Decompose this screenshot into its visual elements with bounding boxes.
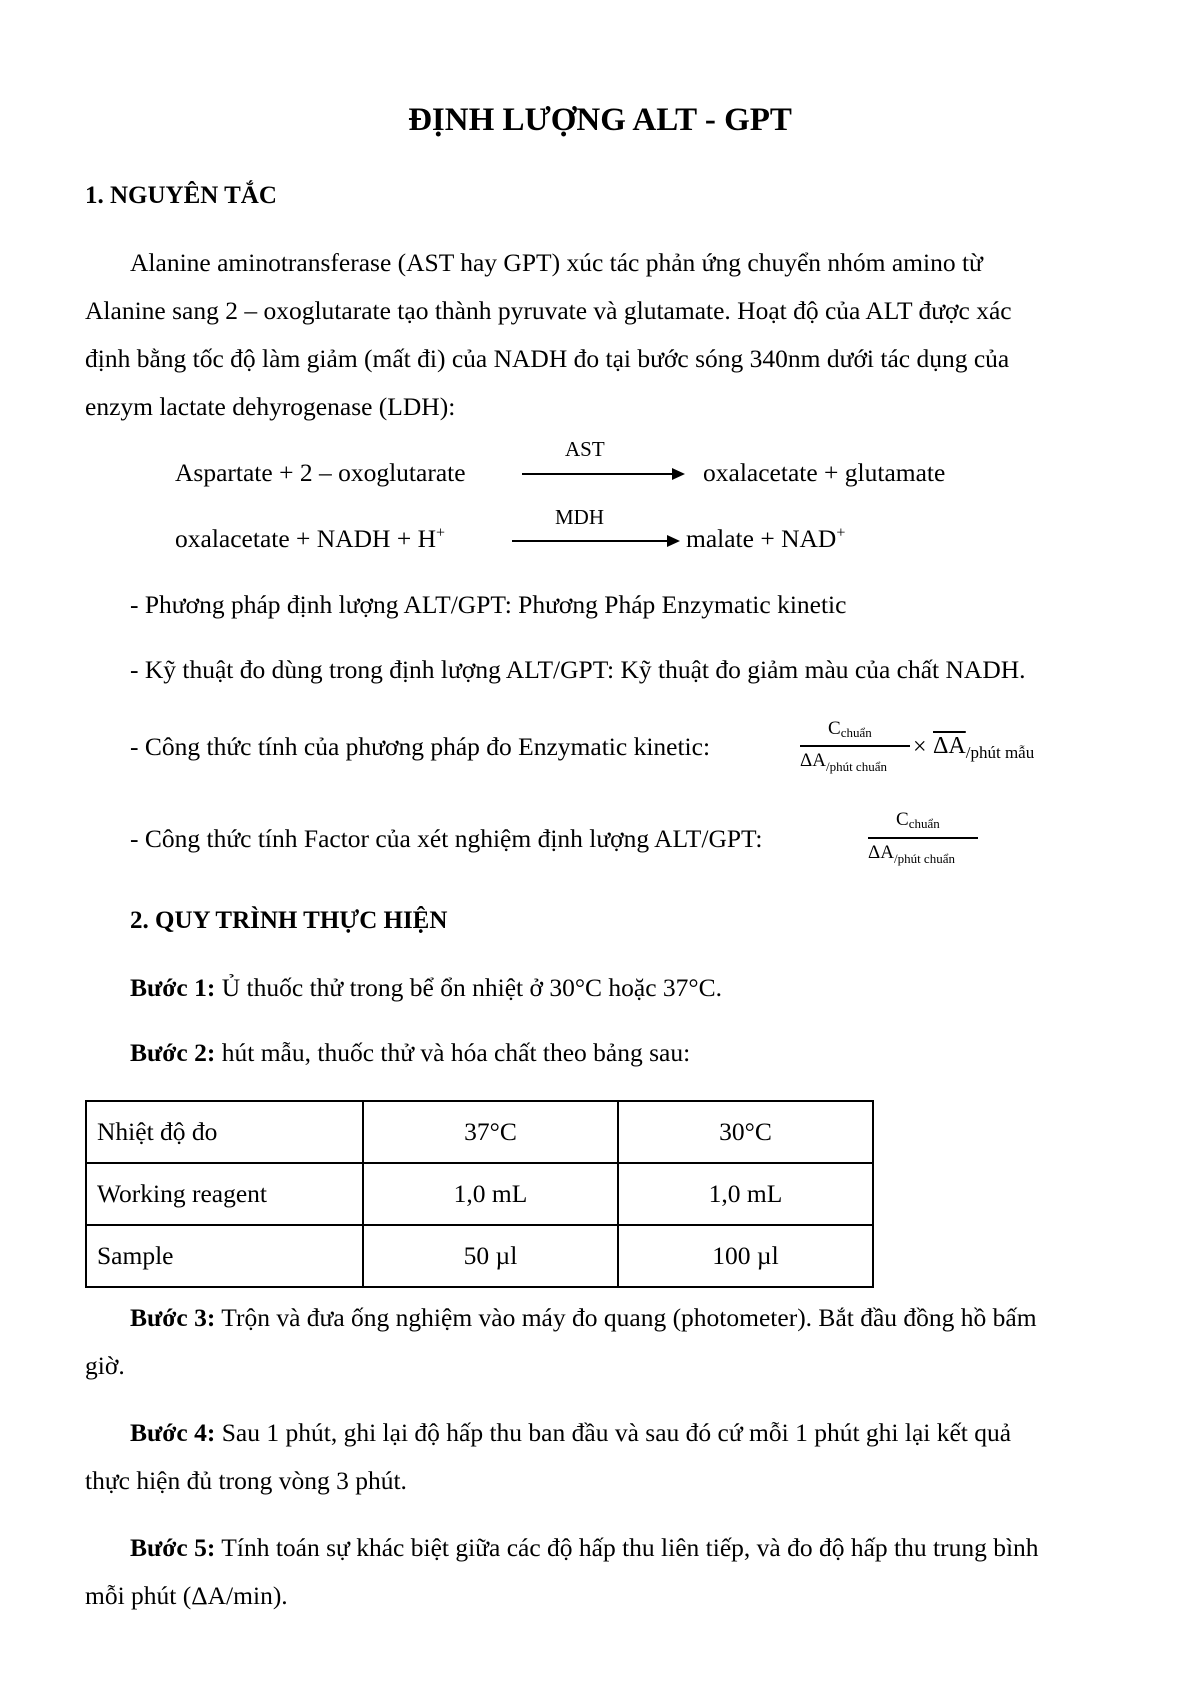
section-heading-principle: 1. NGUYÊN TẮC <box>85 182 277 209</box>
table-cell: Working reagent <box>86 1163 363 1225</box>
table-cell: Nhiệt độ đo <box>86 1101 363 1163</box>
step-5-continuation: mỗi phút (ΔA/min). <box>85 1581 288 1610</box>
paragraph-line: Alanine sang 2 – oxoglutarate tạo thành pyruvate và glutamate. Hoạt độ của ALT được xác <box>85 296 1012 325</box>
factor-numerator: Cchuẩn <box>896 809 940 831</box>
document-title: ĐỊNH LƯỢNG ALT - GPT <box>408 102 792 138</box>
paragraph-line: enzym lactate dehyrogenase (LDH): <box>85 392 456 421</box>
bullet-formula-kinetic: - Công thức tính của phương pháp đo Enzymatic kinetic: <box>130 732 711 761</box>
reaction-1-products: oxalacetate + glutamate <box>703 458 946 487</box>
factor-denominator: $\Delta A_{/phút chuẩn}$ <box>868 842 955 866</box>
step-4: Bước 4: Sau 1 phút, ghi lại độ hấp thu ban đầu và sau đó cứ mỗi 1 phút ghi lại kết quả <box>130 1418 1012 1447</box>
step-4-continuation: thực hiện đủ trong vòng 3 phút. <box>85 1466 407 1495</box>
step-1: Bước 1: Ủ thuốc thử trong bể ổn nhiệt ở 30°C hoặc 37°C. <box>130 973 723 1002</box>
step-3: Bước 3: Trộn và đưa ống nghiệm vào máy đo quang (photometer). Bắt đầu đồng hồ bấm <box>130 1303 1037 1332</box>
fraction-bar <box>800 745 910 747</box>
bullet-technique: - Kỹ thuật đo dùng trong định lượng ALT/GPT: Kỹ thuật đo giảm màu của chất NADH. <box>130 655 1026 684</box>
table-cell: 30°C <box>618 1101 873 1163</box>
table-row <box>86 1163 873 1225</box>
section-heading-procedure: 2. QUY TRÌNH THỰC HIỆN <box>130 907 448 934</box>
table-cell: 37°C <box>363 1101 618 1163</box>
formula-times: × <box>913 734 927 760</box>
table-cell: 100 µl <box>618 1225 873 1287</box>
arrow-head-icon <box>667 535 680 547</box>
table-cell: 50 µl <box>363 1225 618 1287</box>
reaction-2-enzyme: MDH <box>555 505 605 529</box>
table-cell: 1,0 mL <box>363 1163 618 1225</box>
arrow-head-icon <box>672 468 685 480</box>
paragraph-line: Alanine aminotransferase (AST hay GPT) xúc tác phản ứng chuyển nhóm amino từ <box>130 248 983 277</box>
formula-numerator: Cchuẩn <box>828 718 872 740</box>
reaction-2-products: malate + NAD+ <box>686 524 846 553</box>
reaction-1-reactants: Aspartate + 2 – oxoglutarate <box>175 458 466 487</box>
reaction-1-arrow <box>522 473 677 475</box>
step-3-continuation: giờ. <box>85 1351 125 1380</box>
table-row <box>86 1225 873 1287</box>
formula-rhs: $\overline{\Delta A}_{/phút mẫu}$ <box>933 733 1035 762</box>
table-row <box>86 1101 873 1163</box>
reaction-2-reactants: oxalacetate + NADH + H+ <box>175 524 446 553</box>
reagent-table <box>85 1100 874 1288</box>
step-2: Bước 2: hút mẫu, thuốc thử và hóa chất theo bảng sau: <box>130 1038 691 1067</box>
formula-denominator: $\Delta A_{/phút chuẩn}$ <box>800 750 887 774</box>
table-cell: 1,0 mL <box>618 1163 873 1225</box>
bullet-formula-factor: - Công thức tính Factor của xét nghiệm định lượng ALT/GPT: <box>130 824 763 853</box>
reaction-2-arrow <box>512 540 672 542</box>
fraction-bar <box>868 837 978 839</box>
reaction-1-enzyme: AST <box>565 437 605 461</box>
paragraph-line: định bằng tốc độ làm giảm (mất đi) của NADH đo tại bước sóng 340nm dưới tác dụng của <box>85 344 1010 373</box>
step-5: Bước 5: Tính toán sự khác biệt giữa các độ hấp thu liên tiếp, và đo độ hấp thu trung bình <box>130 1533 1039 1562</box>
bullet-method: - Phương pháp định lượng ALT/GPT: Phương Pháp Enzymatic kinetic <box>130 590 847 619</box>
table-cell: Sample <box>86 1225 363 1287</box>
